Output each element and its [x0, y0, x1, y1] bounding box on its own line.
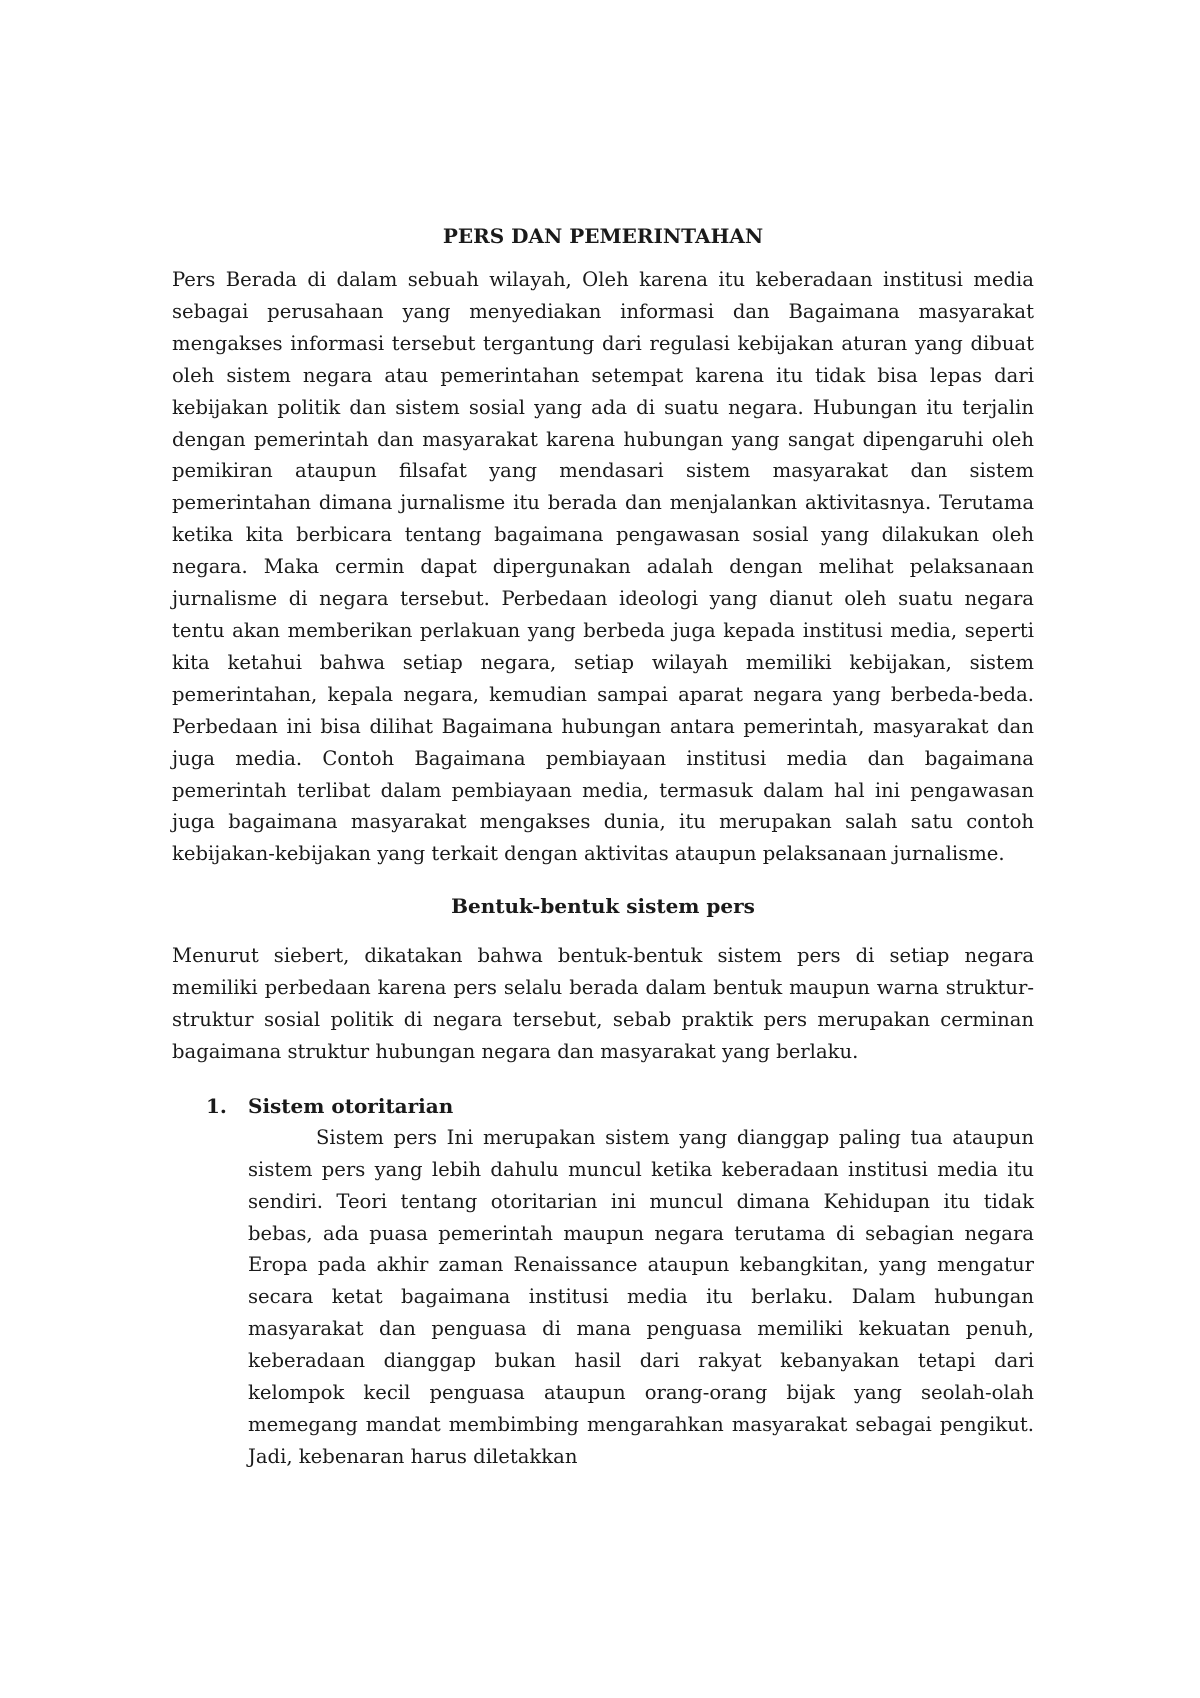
list-body: Sistem pers Ini merupakan sistem yang dianggap paling tua ataupun sistem pers yang lebih dahulu muncul ketika keberadaan institusi media itu sendiri. Teori tentang otoritarian ini muncul dimana Kehidupan itu tidak bebas, ada puasa pemerintah maupun negara terutama di sebagian negara Eropa pada akhir zaman Renaissance ataupun kebangkitan, yang mengatur secara ketat bagaimana institusi media itu berlaku. Dalam hubungan masyarakat dan penguasa di mana penguasa memiliki kekuatan penuh, keberadaan dianggap bukan hasil dari rakyat kebanyakan tetapi dari kelompok kecil penguasa ataupun orang-orang bijak yang seolah-olah memegang mandat membimbing mengarahkan masyarakat sebagai pengikut. Jadi, kebenaran harus diletakkan — [248, 1125, 1034, 1468]
list-heading: Sistem otoritarian — [248, 1093, 454, 1118]
spacer — [172, 1068, 1034, 1090]
document-content — [172, 220, 1034, 1473]
document-title: PERS DAN PEMERINTAHAN — [442, 224, 764, 248]
list-number: 1. — [206, 1093, 227, 1118]
list-item-otoritarian — [172, 1090, 1034, 1473]
intro-paragraph: Pers Berada di dalam sebuah wilayah, Oleh karena itu keberadaan institusi media sebagai perusahaan yang menyediakan informasi dan Bagaimana masyarakat mengakses informasi tersebut tergantung dari regulasi kebijakan aturan yang dibuat oleh sistem negara atau pemerintahan setempat karena itu tidak bisa lepas dari kebijakan politik dan sistem sosial yang ada di suatu negara. Hubungan itu terjalin dengan pemerintah dan masyarakat karena hubungan yang sangat dipengaruhi oleh pemikiran ataupun filsafat yang mendasari sistem masyarakat dan sistem pemerintahan dimana jurnalisme itu berada dan menjalankan aktivitasnya. Terutama ketika kita berbicara tentang bagaimana pengawasan sosial yang dilakukan oleh negara. Maka cermin dapat dipergunakan adalah dengan melihat pelaksanaan jurnalisme di negara tersebut. Perbedaan ideologi yang dianut oleh suatu negara tentu akan memberikan perlakuan yang berbeda juga kepada institusi media, seperti kita ketahui bahwa setiap negara, setiap wilayah memiliki kebijakan, sistem pemerintahan, kepala negara, kemudian sampai aparat negara yang berbeda-beda. Perbedaan ini bisa dilihat Bagaimana hubungan antara pemerintah, masyarakat dan juga media. Contoh Bagaimana pembiayaan institusi media dan bagaimana pemerintah terlibat dalam pembiayaan media, termasuk dalam hal ini pengawasan juga bagaimana masyarakat mengakses dunia, itu merupakan salah satu contoh kebijakan-kebijakan yang terkait dengan aktivitas ataupun pelaksanaan jurnalisme. — [172, 268, 1034, 866]
section-heading: Bentuk-bentuk sistem pers — [451, 894, 755, 919]
siebert-paragraph: Menurut siebert, dikatakan bahwa bentuk-bentuk sistem pers di setiap negara memiliki perbedaan karena pers selalu berada dalam bentuk maupun warna struktur-struktur sosial politik di negara tersebut, sebab praktik pers merupakan cerminan bagaimana struktur hubungan negara dan masyarakat yang berlaku. — [172, 944, 1034, 1063]
